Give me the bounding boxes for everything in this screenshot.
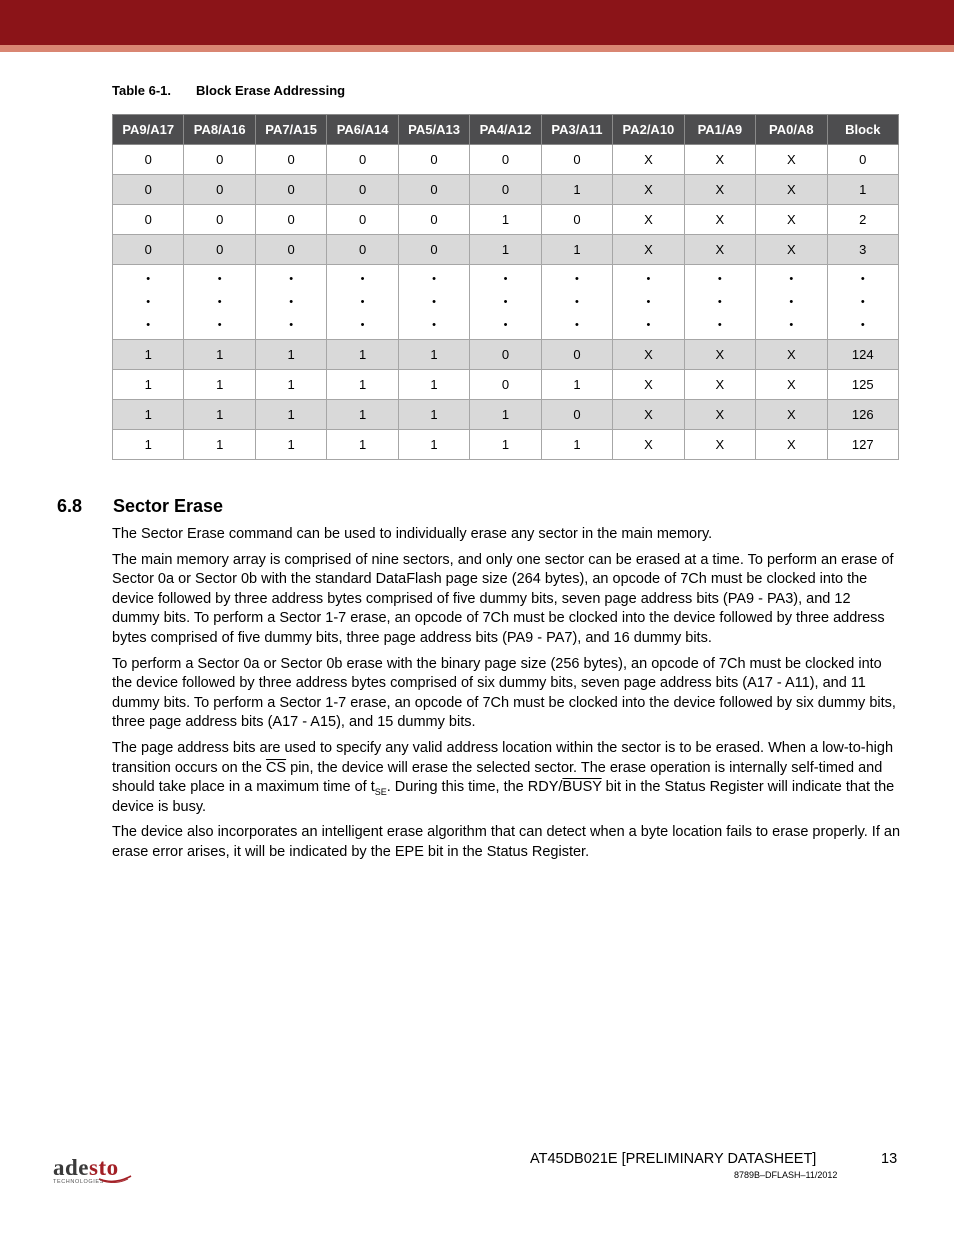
block-erase-table: [112, 114, 899, 460]
table-cell: X: [756, 430, 827, 460]
table-cell: 1: [184, 430, 255, 460]
table-cell: 3: [827, 235, 898, 265]
table-cell: 1: [184, 400, 255, 430]
table-cell: X: [756, 145, 827, 175]
paragraph: The page address bits are used to specify any valid address location within the sector is to be erased. When a low-to-high transition occurs on the $\overline{CS}$ pin, the device will erase the selected sector. The erase operation is internally self-timed and should take place in a maximum time of $t_{SE}$. During this time, the RDY/BUSY bit in the Status Register will indicate that the device is busy.: [112, 739, 895, 815]
ellipsis-cell: • • •: [255, 265, 326, 340]
table-row: [113, 340, 899, 370]
table-cell: X: [684, 235, 755, 265]
table-cell: 0: [470, 175, 541, 205]
table-cell: X: [684, 145, 755, 175]
table-cell: X: [684, 370, 755, 400]
section-number: 6.8: [57, 496, 83, 516]
table-body: [113, 145, 899, 460]
paragraph: The Sector Erase command can be used to individually erase any sector in the main memory.: [112, 526, 713, 542]
section-title: Sector Erase: [113, 496, 224, 516]
column-header: PA1/A9: [684, 115, 755, 145]
table-cell: 1: [398, 430, 469, 460]
table-cell: 1: [255, 340, 326, 370]
table-cell: 1: [470, 205, 541, 235]
table-cell: 0: [541, 400, 612, 430]
table-cell: 0: [113, 235, 184, 265]
table-cell: 0: [327, 235, 398, 265]
table-cell: 0: [470, 145, 541, 175]
ellipsis-cell: • • •: [827, 265, 898, 340]
table-cell: 1: [398, 400, 469, 430]
table-cell: 1: [398, 340, 469, 370]
table-cell: X: [684, 430, 755, 460]
table-row: [113, 265, 899, 340]
table-row: [113, 430, 899, 460]
logo-wordmark: adesto: [53, 1155, 119, 1180]
table-cell: 1: [113, 370, 184, 400]
table-cell: X: [756, 235, 827, 265]
ellipsis-cell: • • •: [398, 265, 469, 340]
table-cell: 0: [184, 145, 255, 175]
column-header: PA7/A15: [255, 115, 326, 145]
table-cell: 0: [255, 235, 326, 265]
table-cell: 0: [470, 340, 541, 370]
column-header: PA8/A16: [184, 115, 255, 145]
ellipsis-cell: • • •: [327, 265, 398, 340]
column-header: PA5/A13: [398, 115, 469, 145]
page-number: 13: [881, 1151, 898, 1167]
table-cell: X: [613, 205, 684, 235]
cs-signal: $\overline{CS}$: [265, 759, 287, 776]
header-bar: [0, 0, 954, 45]
table-cell: 1: [327, 340, 398, 370]
table-cell: 124: [827, 340, 898, 370]
table-cell: 0: [255, 145, 326, 175]
table-cell: X: [613, 340, 684, 370]
table-cell: X: [684, 340, 755, 370]
table-cell: 0: [184, 235, 255, 265]
table-cell: 1: [541, 235, 612, 265]
ellipsis-cell: • • •: [113, 265, 184, 340]
paragraph: The main memory array is comprised of nine sectors, and only one sector can be erased at a time. To perform an erase of Sector 0a or Sector 0b with the standard DataFlash page size (264 bytes), an opcode of 7Ch must be clocked into the device followed by three address bytes comprised of five dummy bits, seven page address bits (PA9 - PA3), and 12 dummy bits. To perform a Sector 1-7 erase, an opcode of 7Ch must be clocked into the device followed by three address bytes comprised of five dummy bits, three page address bits (PA9 - PA7), and 16 dummy bits.: [112, 551, 894, 646]
tse-subscript: SE: [374, 787, 387, 798]
table-cell: 0: [398, 175, 469, 205]
table-cell: 126: [827, 400, 898, 430]
table-cell: 1: [327, 400, 398, 430]
table-cell: 1: [255, 430, 326, 460]
table-cell: 125: [827, 370, 898, 400]
paragraph: The device also incorporates an intelligent erase algorithm that can detect when a byte location fails to erase properly. If an erase error arises, it will be indicated by the EPE bit in the Status Register.: [112, 824, 901, 860]
table-cell: 1: [541, 175, 612, 205]
table-cell: 1: [541, 370, 612, 400]
column-header: PA4/A12: [470, 115, 541, 145]
ellipsis-cell: • • •: [184, 265, 255, 340]
column-header: PA3/A11: [541, 115, 612, 145]
table-cell: X: [613, 430, 684, 460]
adesto-logo: [53, 1155, 119, 1185]
table-cell: 0: [327, 145, 398, 175]
section-heading: [57, 496, 223, 517]
logo-swoosh-icon: [98, 1173, 132, 1183]
table-row: [113, 145, 899, 175]
table-cell: 0: [541, 205, 612, 235]
table-cell: X: [613, 175, 684, 205]
table-row: [113, 370, 899, 400]
table-cell: X: [613, 370, 684, 400]
table-cell: 1: [827, 175, 898, 205]
table-cell: 0: [255, 205, 326, 235]
table-caption-title: Block Erase Addressing: [196, 83, 346, 98]
busy-signal: BUSY: [562, 779, 602, 796]
table-cell: 1: [113, 400, 184, 430]
table-row: [113, 175, 899, 205]
ellipsis-cell: • • •: [470, 265, 541, 340]
table-row: [113, 400, 899, 430]
table-cell: X: [613, 145, 684, 175]
table-cell: 1: [113, 340, 184, 370]
table-cell: 1: [327, 430, 398, 460]
table-cell: 0: [113, 145, 184, 175]
table-cell: 0: [541, 340, 612, 370]
paragraph: To perform a Sector 0a or Sector 0b erase with the binary page size (256 bytes), an opcode of 7Ch must be clocked into the device followed by three address bytes comprised of six dummy bits, seven page address bits (A17 - A11), and 11 dummy bits. To perform a Sector 1-7 erase, an opcode of 7Ch must be clocked into the device followed by six dummy bits, three page address bits (A17 - A15), and 15 dummy bits.: [112, 655, 896, 731]
table-cell: 1: [255, 400, 326, 430]
table-cell: 1: [184, 370, 255, 400]
column-header: PA6/A14: [327, 115, 398, 145]
table-cell: 0: [184, 205, 255, 235]
table-cell: 0: [398, 235, 469, 265]
table-cell: 0: [184, 175, 255, 205]
table-cell: X: [756, 370, 827, 400]
table-cell: 1: [470, 235, 541, 265]
document-code: 8789B–DFLASH–11/2012: [734, 1170, 838, 1180]
table-cell: X: [756, 340, 827, 370]
table-cell: 1: [327, 370, 398, 400]
table-cell: 1: [184, 340, 255, 370]
column-header: PA2/A10: [613, 115, 684, 145]
column-header: PA9/A17: [113, 115, 184, 145]
table-cell: 1: [398, 370, 469, 400]
table-cell: X: [684, 205, 755, 235]
table-cell: 0: [398, 205, 469, 235]
table-header-row: [113, 115, 899, 145]
table-cell: 0: [827, 145, 898, 175]
header-stripe: [0, 45, 954, 52]
column-header: PA0/A8: [756, 115, 827, 145]
table-cell: 0: [398, 145, 469, 175]
table-cell: X: [684, 400, 755, 430]
table-cell: 0: [541, 145, 612, 175]
table-caption: [112, 83, 345, 98]
table-cell: X: [756, 400, 827, 430]
table-cell: 0: [113, 175, 184, 205]
table-cell: X: [756, 205, 827, 235]
table-cell: 0: [327, 175, 398, 205]
table-cell: X: [756, 175, 827, 205]
table-cell: 1: [541, 430, 612, 460]
table-cell: X: [684, 175, 755, 205]
table-cell: X: [613, 235, 684, 265]
table-row: [113, 205, 899, 235]
table-cell: X: [613, 400, 684, 430]
table-cell: 127: [827, 430, 898, 460]
ellipsis-cell: • • •: [613, 265, 684, 340]
table-row: [113, 235, 899, 265]
table-cell: 2: [827, 205, 898, 235]
table-cell: 1: [470, 400, 541, 430]
ellipsis-cell: • • •: [756, 265, 827, 340]
footer-document-title: AT45DB021E [PRELIMINARY DATASHEET]: [530, 1151, 817, 1167]
table-cell: 0: [470, 370, 541, 400]
table-cell: 0: [255, 175, 326, 205]
table-cell: 1: [113, 430, 184, 460]
logo-subtitle: TECHNOLOGIES: [53, 1179, 104, 1185]
table-cell: 1: [470, 430, 541, 460]
table-caption-number: Table 6-1.: [112, 83, 172, 98]
ellipsis-cell: • • •: [541, 265, 612, 340]
column-header: Block: [827, 115, 898, 145]
ellipsis-cell: • • •: [684, 265, 755, 340]
table-cell: 0: [113, 205, 184, 235]
table-cell: 0: [327, 205, 398, 235]
section-body: [112, 525, 900, 869]
table-cell: 1: [255, 370, 326, 400]
